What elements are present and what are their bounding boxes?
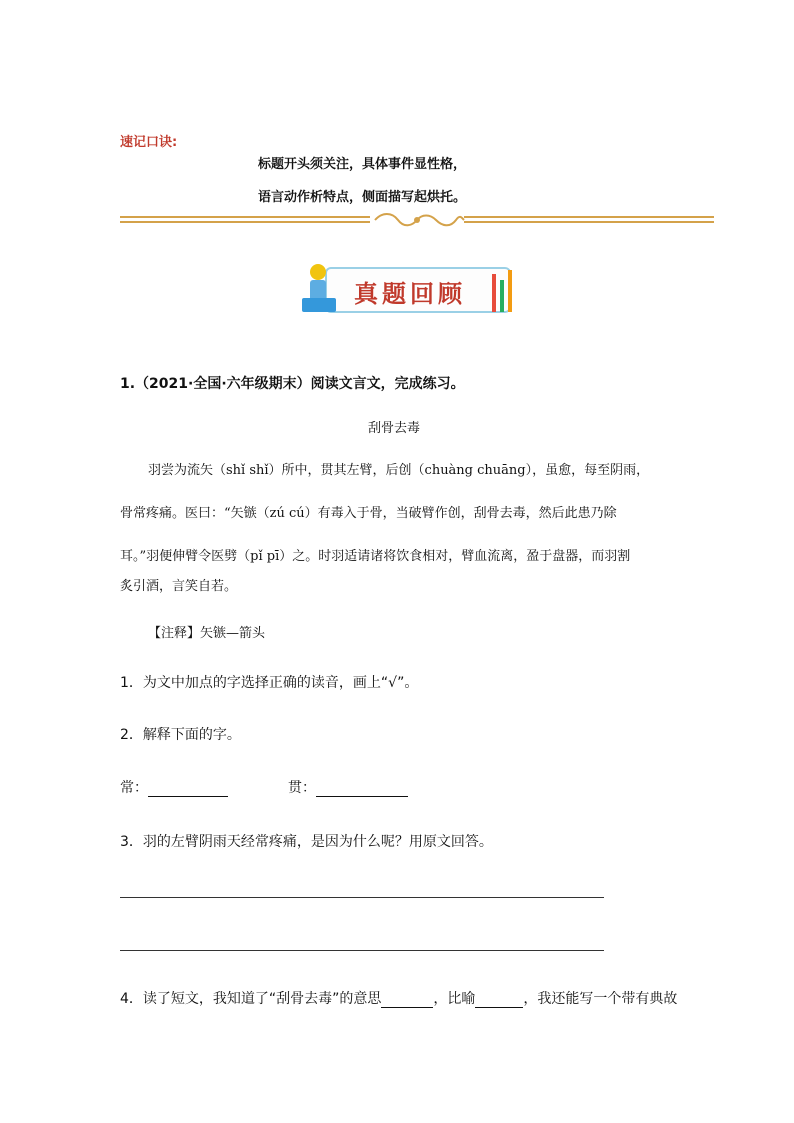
- passage-line-1: 羽尝为流矢（shǐ shǐ）所中，贯其左臂，后创（chuàng chuāng），虽愈，每至阴雨，: [148, 463, 650, 478]
- passage-line-3: 耳。”羽便伸臂令医劈（pǐ pī）之。时羽适请诸将饮食相对，臂血流离，盈于盘器，而羽割: [120, 549, 631, 564]
- subquestion-2: 2．解释下面的字。: [120, 727, 241, 743]
- passage-line-2: 骨常疼痛。医曰：“矢镞（zú cú）有毒入于骨，当破臂作创，刮骨去毒，然后此患乃除: [120, 506, 617, 521]
- define-guan-label: 贯：: [288, 780, 316, 796]
- define-guan-row: [288, 777, 408, 797]
- question-intro: 1.（2021·全国·六年级期末）阅读文言文，完成练习。: [120, 376, 465, 392]
- mnemonic-title: 速记口诀:: [120, 135, 178, 150]
- answer-line-2[interactable]: [120, 950, 604, 951]
- mnemonic-line-2: 语言动作析特点，侧面描写起烘托。: [258, 190, 467, 205]
- define-chang-row: [120, 777, 228, 797]
- subquestion-1: 1．为文中加点的字选择正确的读音，画上“√”。: [120, 675, 419, 691]
- q4-blank-2[interactable]: [475, 993, 523, 1008]
- passage-title: 刮骨去毒: [368, 421, 421, 436]
- answer-line-1[interactable]: [120, 897, 604, 898]
- define-chang-label: 常：: [120, 780, 148, 796]
- q4-part-2: ，比喻: [433, 991, 476, 1007]
- q4-part-1: 4．读了短文，我知道了“刮骨去毒”的意思: [120, 991, 382, 1007]
- define-chang-blank[interactable]: [148, 782, 228, 797]
- ornamental-divider: [120, 212, 714, 228]
- banner-title: 真题回顾: [354, 279, 466, 308]
- subquestion-4: [120, 988, 677, 1008]
- passage-line-4: 炙引酒，言笑自若。: [120, 579, 238, 594]
- q4-blank-1[interactable]: [381, 993, 433, 1008]
- subquestion-3: 3．羽的左臂阴雨天经常疼痛，是因为什么呢？用原文回答。: [120, 834, 493, 850]
- mnemonic-line-1: 标题开头须关注，具体事件显性格，: [258, 157, 467, 172]
- passage-note: 【注释】矢镞—箭头: [148, 626, 266, 641]
- q4-part-3: ，我还能写一个带有典故: [523, 991, 678, 1007]
- section-banner: [296, 258, 522, 318]
- define-guan-blank[interactable]: [316, 782, 408, 797]
